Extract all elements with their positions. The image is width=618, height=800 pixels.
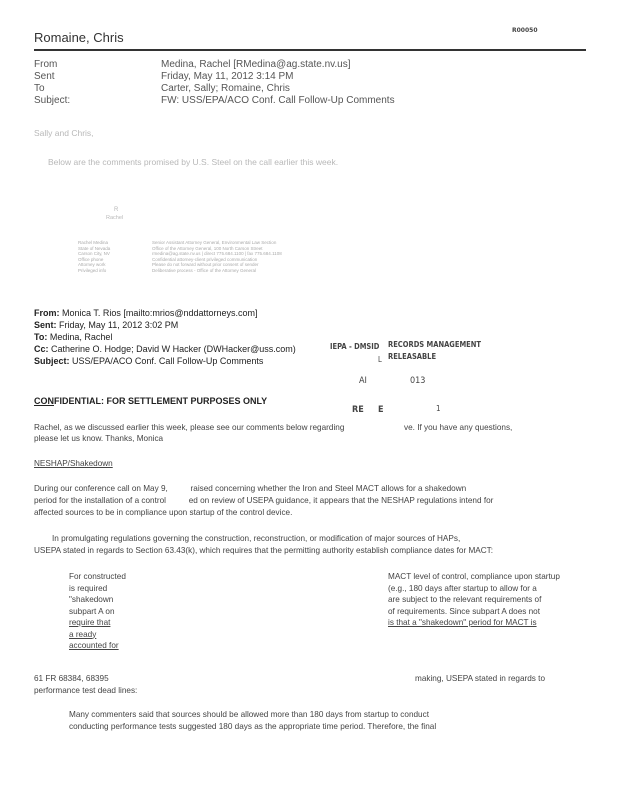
quote-left-line: a ready [69, 629, 97, 639]
fwd-to-row [34, 332, 112, 342]
signature-block-left [78, 240, 150, 273]
quote-left-line: is required [69, 583, 108, 593]
para5-line-b: conducting performance tests suggested 180 days as the appropriate time period. Therefore, the final [69, 722, 437, 731]
quote-right-line: of requirements. Since subpart A does not [388, 606, 541, 616]
fwd-to-label: To: [34, 332, 48, 342]
fwd-cc-row [34, 344, 296, 354]
quote-left-line: For constructed [69, 572, 126, 581]
fwd-subject-value: USS/EPA/ACO Conf. Call Follow-Up Comments [72, 356, 264, 366]
para1-line-c: please let us know. Thanks, Monica [34, 434, 164, 443]
confidential-prefix: CON [34, 396, 54, 406]
fwd-from-value: Monica T. Rios [mailto:mrios@nddattorneys.com] [62, 308, 258, 318]
quote-left-column [69, 571, 189, 652]
para4-citation: 61 FR 68384, 68395 [34, 674, 109, 683]
from-label: From [34, 59, 58, 70]
para2-line-c: affected sources to be in compliance upon startup of the control device. [34, 508, 293, 517]
signature-block-right [152, 240, 362, 273]
fwd-subject-label: Subject: [34, 356, 70, 366]
subject-value: FW: USS/EPA/ACO Conf. Call Follow-Up Comments [161, 95, 395, 106]
sent-label: Sent [34, 71, 55, 82]
sig-right-line: Please do not forward without prior consent of sender [152, 262, 259, 267]
to-value: Carter, Sally; Romaine, Chris [161, 83, 290, 94]
sig-right-line: Senior Assistant Attorney General, Environmental Law Section [152, 240, 277, 245]
sig-left-line: Rachel Medina [78, 240, 109, 245]
para1-line-a: Rachel, as we discussed earlier this week, please see our comments below regarding [34, 423, 345, 432]
para2-line-a: During our conference call on May 9, raised concerning whether the Iron and Steel MACT allows for a shakedown [34, 484, 467, 493]
sig-right-line: rmedina@ag.state.nv.us | direct 775.684.1100 | fax 775.684.1108 [152, 251, 282, 256]
para3-line-a: In promulgating regulations governing the construction, reconstruction, or modification of major sources of HAPs, [52, 534, 461, 543]
releasable-stamp: RELEASABLE [388, 352, 437, 361]
para4-line-c: performance test dead lines: [34, 686, 138, 695]
fwd-from-row [34, 308, 258, 318]
fwd-to-value: Medina, Rachel [49, 332, 113, 342]
quote-right-line: MACT level of control, compliance upon startup [388, 572, 560, 581]
confidential-heading [34, 396, 267, 406]
quote-left-line: subpart A on [69, 606, 115, 616]
subject-label: Subject: [34, 95, 71, 106]
sig-right-line: Office of the Attorney General, 100 North Carson Street [152, 245, 263, 251]
records-management-stamp: RECORDS MANAGEMENT [388, 340, 482, 349]
quote-right-line: (e.g., 180 days after startup to allow for a [388, 583, 537, 593]
quote-left-line: "shakedown [69, 595, 114, 604]
fwd-sent-row [34, 320, 178, 330]
stamp-re: RE [352, 405, 364, 415]
header-rule [34, 49, 586, 51]
quote-right-line: is that a "shakedown" period for MACT is [388, 618, 537, 627]
stamp-al: AI [359, 376, 367, 386]
quote-left-line: accounted for [69, 641, 119, 650]
from-value: Medina, Rachel [RMedina@ag.state.nv.us] [161, 59, 351, 70]
para3-line-b: USEPA stated in regards to Section 63.43(k), which requires that the permitting authority establish compliance dates for MACT: [34, 546, 494, 555]
to-label: To [34, 83, 45, 94]
para5-line-a: Many commenters said that sources should be allowed more than 180 days from startup to conduct [69, 710, 429, 719]
para4-line-b: making, USEPA stated in regards to [415, 674, 546, 683]
stamp-l-mark: L [378, 355, 382, 364]
greeting: Sally and Chris, [34, 128, 94, 138]
fwd-from-label: From: [34, 308, 60, 318]
confidential-rest: FIDENTIAL: FOR SETTLEMENT PURPOSES ONLY [54, 396, 268, 406]
stamp-e: E [378, 405, 384, 415]
header-name: Romaine, Chris [34, 30, 124, 45]
quote-left-line: require that [69, 618, 111, 627]
epa-dmsid-stamp: IEPA - DMSID [330, 342, 380, 351]
sig-right-line: Confidential attorney-client privileged communication [152, 256, 258, 262]
signature-name: Rachel [106, 215, 124, 221]
sig-right-line: Deliberative process - Office of the Attorney General [152, 267, 256, 273]
sent-value: Friday, May 11, 2012 3:14 PM [161, 71, 294, 82]
nesh-heading: NESHAP/Shakedown [34, 459, 113, 468]
intro-text: Below are the comments promised by U.S. Steel on the call earlier this week. [48, 157, 339, 167]
page-id: R00050 [512, 27, 538, 34]
stamp-date-fragment: 013 [410, 376, 426, 386]
sig-left-line: Office phone [78, 256, 104, 262]
stamp-one: 1 [436, 404, 441, 413]
signature-mark: R [114, 207, 119, 213]
fwd-sent-value: Friday, May 11, 2012 3:02 PM [59, 320, 179, 330]
sig-left-line: Privileged info [78, 267, 107, 273]
sig-left-line: Attorney work [78, 262, 106, 267]
sig-left-line: Carson City, NV [78, 251, 110, 256]
para1-line-b: ve. If you have any questions, [404, 423, 513, 432]
fwd-cc-label: Cc: [34, 344, 49, 354]
fwd-sent-label: Sent: [34, 320, 57, 330]
quote-right-column [388, 571, 588, 629]
quote-right-line: are subject to the relevant requirements of [388, 595, 542, 604]
para2-line-b: period for the installation of a control ed on review of USEPA guidance, it appears that the NESHAP regulations intend for [34, 496, 494, 505]
fwd-cc-value: Catherine O. Hodge; David W Hacker (DWHacker@uss.com) [51, 344, 296, 354]
fwd-subject-row [34, 356, 263, 366]
sig-left-line: State of Nevada [78, 245, 111, 251]
